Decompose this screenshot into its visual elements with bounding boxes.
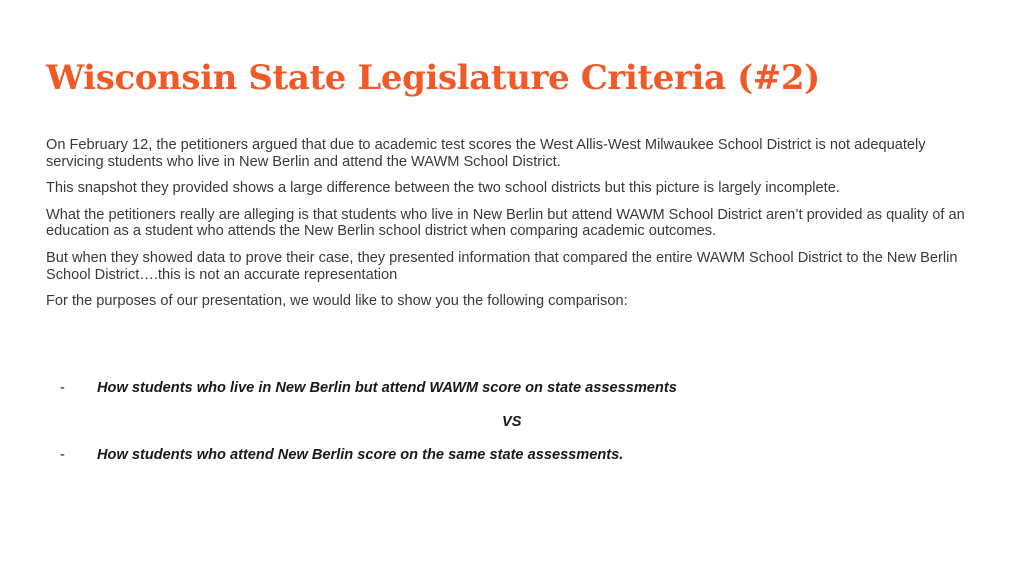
paragraph-snapshot: This snapshot they provided shows a large difference between the two school districts but this picture is largely incomplete. (46, 180, 840, 197)
paragraph-presentation-purpose: For the purposes of our presentation, we would like to show you the following comparison: (46, 293, 628, 310)
list-item (46, 380, 986, 397)
paragraph-data-comparison: But when they showed data to prove their case, they presented information that compared the entire WAWM School District to the New Berlin School District….this is not an accurate representation (46, 249, 958, 283)
bullet-text-new-berlin: How students who attend New Berlin score on the same state assessments. (97, 447, 624, 463)
bullet-dash: - (60, 447, 65, 463)
comparison-list (46, 380, 986, 464)
paragraph-allegation: What the petitioners really are alleging is that students who live in New Berlin but attend WAWM School District aren’t provided as quality of an education as a student who attends the New Berlin school district when comparing academic outcomes. (46, 206, 965, 240)
slide-body (46, 137, 986, 320)
slide-title: Wisconsin State Legislature Criteria (#2) (46, 58, 820, 98)
bullet-dash: - (60, 380, 65, 396)
list-item (46, 447, 986, 464)
bullet-text-wawm: How students who live in New Berlin but attend WAWM score on state assessments (97, 380, 677, 396)
paragraph-petitioners-argument: On February 12, the petitioners argued that due to academic test scores the West Allis-West Milwaukee School District is not adequately servicing students who live in New Berlin and attend the WAWM School District. (46, 137, 926, 170)
versus-label: VS (502, 414, 522, 430)
